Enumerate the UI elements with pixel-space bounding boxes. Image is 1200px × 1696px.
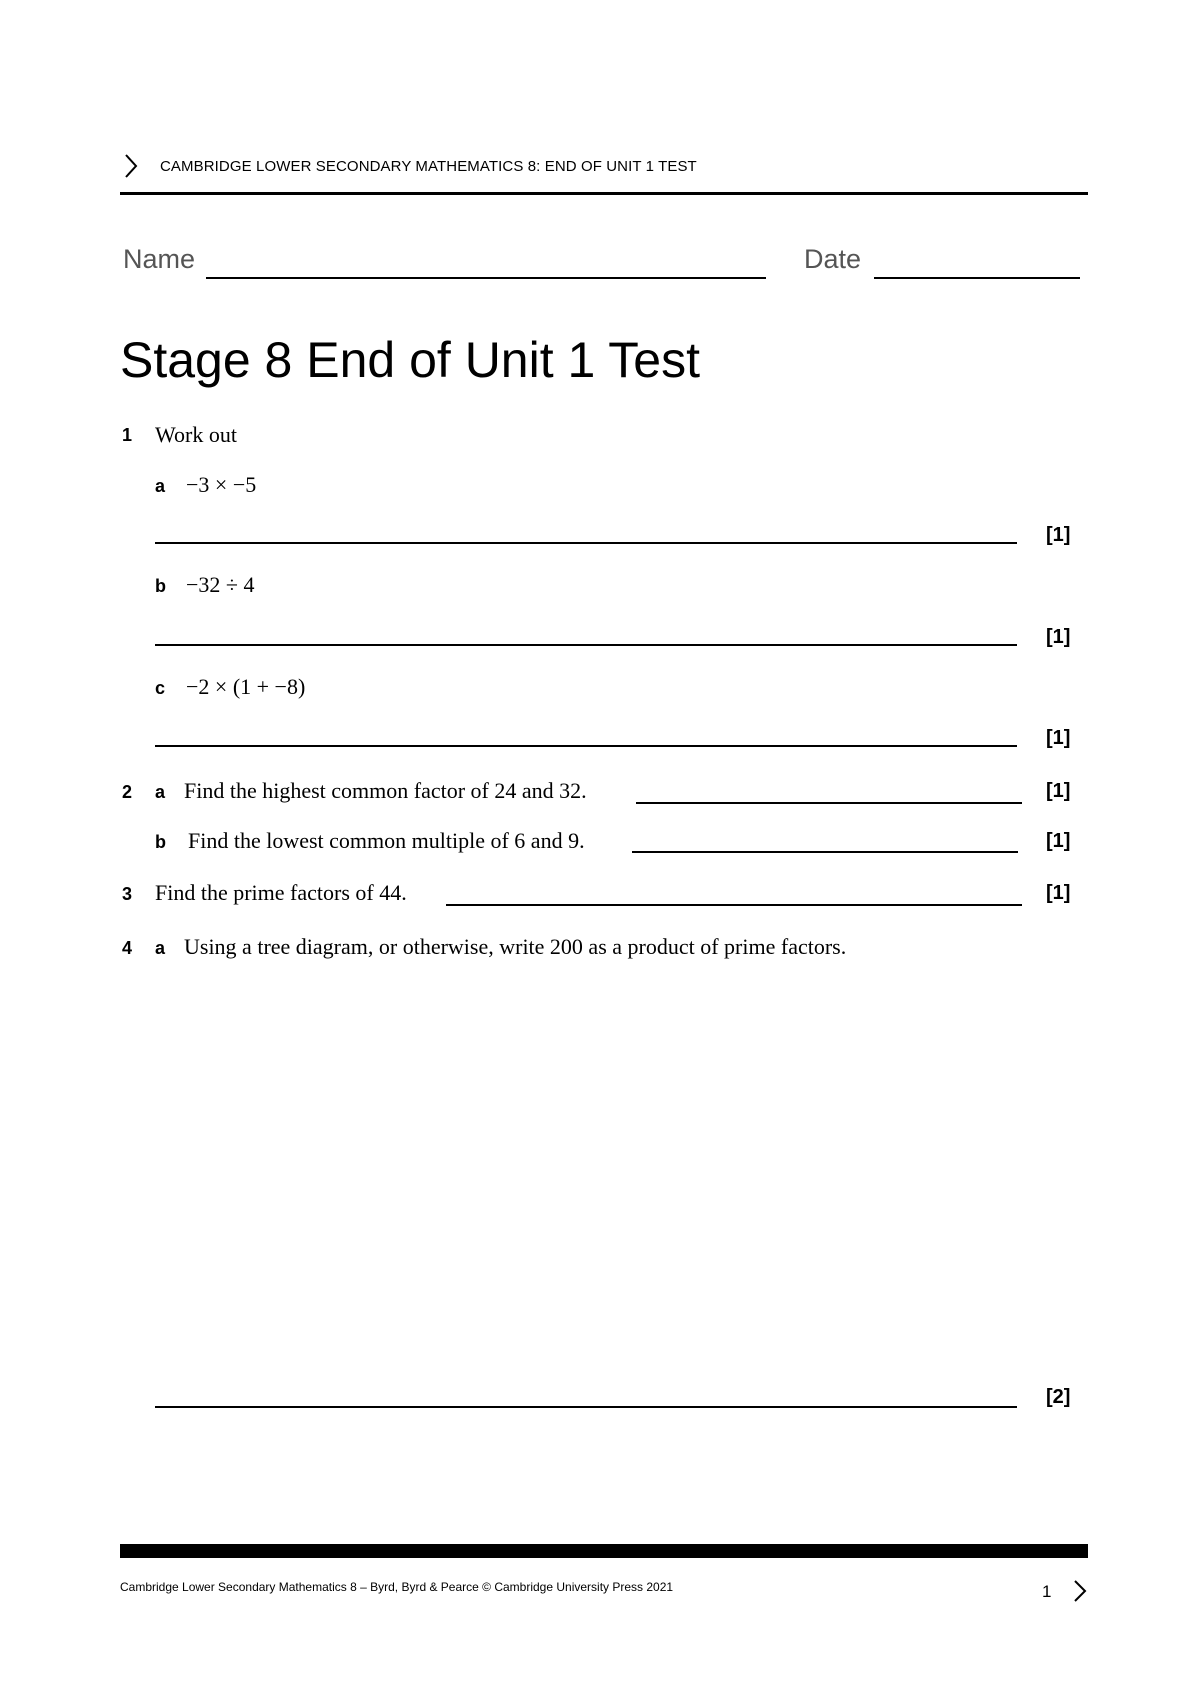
date-field[interactable]: [874, 277, 1080, 279]
marks-label: [2]: [1046, 1386, 1071, 1408]
part-letter: a: [155, 938, 166, 958]
marks-label: [1]: [1046, 524, 1071, 546]
part-text: Find the highest common factor of 24 and 32.: [184, 778, 587, 803]
part-text: Using a tree diagram, or otherwise, write 200 as a product of prime factors.: [184, 934, 847, 959]
part-text: −2 × (1 + −8): [186, 674, 306, 699]
answer-line[interactable]: [155, 644, 1017, 646]
marks-label: [1]: [1046, 830, 1071, 852]
question-text: Find the prime factors of 44.: [155, 880, 407, 905]
question-text: Work out: [155, 422, 237, 447]
part-text: Find the lowest common multiple of 6 and 9.: [188, 828, 585, 853]
footer-bar: [120, 1544, 1088, 1558]
name-label: Name: [123, 244, 196, 274]
footer-text: Cambridge Lower Secondary Mathematics 8 – Byrd, Byrd & Pearce © Cambridge University Press 2021: [120, 1580, 674, 1594]
answer-line[interactable]: [155, 542, 1017, 544]
date-label: Date: [804, 244, 862, 274]
part-letter: b: [155, 832, 166, 852]
page-number: 1: [1042, 1582, 1052, 1601]
header-rule: [120, 192, 1088, 195]
question-number: 3: [122, 884, 133, 904]
running-header: CAMBRIDGE LOWER SECONDARY MATHEMATICS 8: END OF UNIT 1 TEST: [160, 158, 697, 175]
marks-label: [1]: [1046, 780, 1071, 802]
question-number: 1: [122, 425, 133, 445]
page-title: Stage 8 End of Unit 1 Test: [120, 332, 701, 388]
answer-line[interactable]: [155, 1406, 1017, 1408]
part-text: −32 ÷ 4: [186, 572, 255, 597]
answer-line[interactable]: [446, 904, 1022, 906]
question-number: 4: [122, 938, 133, 958]
chevron-right-icon: [120, 152, 142, 180]
question-number: 2: [122, 782, 133, 802]
marks-label: [1]: [1046, 882, 1071, 904]
part-text: −3 × −5: [186, 472, 257, 497]
name-field[interactable]: [206, 277, 766, 279]
marks-label: [1]: [1046, 727, 1071, 749]
chevron-right-icon[interactable]: [1070, 1578, 1090, 1604]
part-letter: a: [155, 476, 166, 496]
marks-label: [1]: [1046, 626, 1071, 648]
working-space[interactable]: [155, 980, 1017, 1380]
part-letter: c: [155, 678, 166, 698]
part-letter: b: [155, 576, 166, 596]
answer-line[interactable]: [636, 802, 1022, 804]
answer-line[interactable]: [632, 851, 1018, 853]
part-letter: a: [155, 782, 166, 802]
answer-line[interactable]: [155, 745, 1017, 747]
